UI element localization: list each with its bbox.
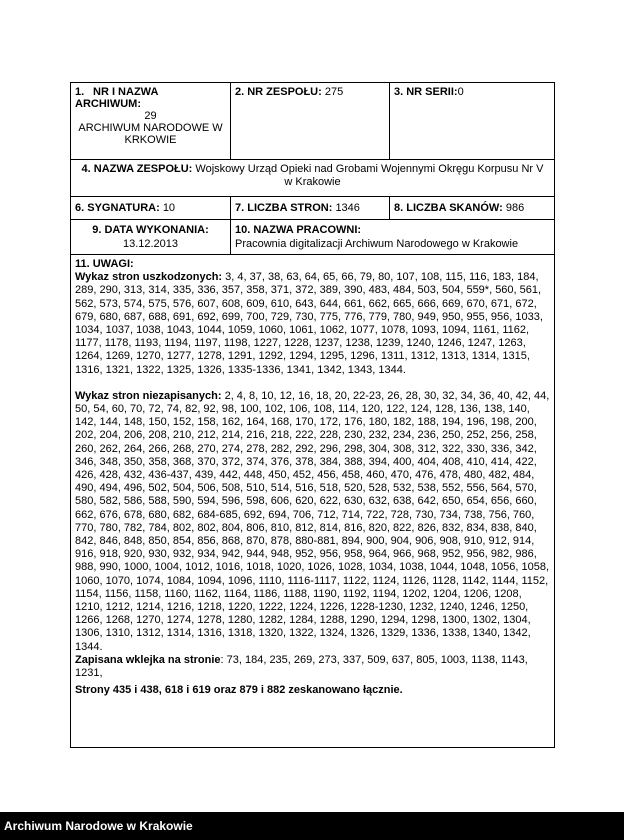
form-row-archive: [71, 83, 554, 160]
notes-label: 11. UWAGI:: [75, 258, 134, 270]
damaged-pages-list: 3, 4, 37, 38, 63, 64, 65, 66, 79, 80, 107, 108, 115, 116, 183, 184, 289, 290, 313, 314, 335, 336, 357, 358, 371, 372, 389, 390, 483, 484, 503, 504, 559*, 560, 561, 562, 573, 574, 575, 576, 607, 608, 609, 610, 643, 644, 661, 662, 665, 666, 669, 670, 671, 672, 679, 680, 687, 688, 691, 692, 699, 700, 729, 730, 775, 776, 779, 780, 949, 950, 955, 956, 1033, 1034, 1037, 1038, 1043, 1044, 1059, 1060, 1061, 1062, 1077, 1078, 1093, 1094, 1161, 1162, 1177, 1178, 1193, 1194, 1197, 1198, 1227, 1228, 1237, 1238, 1239, 1240, 1246, 1247, 1263, 1264, 1269, 1270, 1277, 1278, 1291, 1292, 1294, 1295, 1296, 1311, 1312, 1313, 1314, 1315, 1316, 1321, 1322, 1325, 1326, 1335-1336, 1341, 1342, 1343, 1344.: [75, 271, 543, 376]
form-row-date-workshop: [71, 220, 554, 255]
archive-form: [70, 82, 555, 748]
insert-pages-list: : 73, 184, 235, 269, 273, 337, 509, 637, 805, 1003, 1138, 1143, 1231,: [75, 653, 528, 680]
signature-label: 6. SYGNATURA:: [75, 202, 160, 214]
scan-count-value: 986: [505, 202, 525, 214]
date-cell: [71, 220, 231, 254]
archive-name: ARCHIWUM NARODOWE W KRKOWIE: [78, 122, 223, 146]
workshop-cell: [231, 220, 554, 254]
scan-count-label: 8. LICZBA SKANÓW:: [394, 202, 503, 214]
footer-text: Archiwum Narodowe w Krakowie: [4, 819, 193, 833]
blank-pages-list: 2, 4, 8, 10, 12, 16, 18, 20, 22-23, 26, 28, 30, 32, 34, 36, 40, 42, 44, 50, 54, 60, 70, 72, 74, 82, 92, 98, 100, 102, 106, 108, 114, 120, 122, 124, 128, 136, 138, 140, 142, 144, 148, 150, 152, 158, 162, 164, 168, 170, 172, 176, 180, 182, 188, 194, 196, 198, 200, 202, 204, 206, 208, 210, 212, 214, 216, 218, 222, 228, 230, 232, 234, 236, 250, 252, 256, 258, 260, 262, 264, 266, 268, 270, 274, 278, 282, 292, 296, 298, 304, 308, 312, 322, 330, 336, 342, 346, 348, 350, 358, 368, 370, 372, 374, 376, 378, 384, 388, 394, 400, 404, 408, 410, 414, 422, 426, 428, 432, 436-437, 439, 442, 448, 450, 452, 456, 458, 460, 470, 476, 478, 480, 482, 484, 490, 494, 496, 502, 504, 506, 508, 510, 514, 516, 518, 520, 528, 532, 538, 552, 556, 564, 570, 580, 582, 586, 588, 590, 594, 596, 598, 606, 620, 622, 630, 632, 638, 642, 650, 654, 656, 660, 662, 676, 678, 680, 682, 684-685, 692, 694, 706, 712, 714, 722, 728, 730, 734, 738, 756, 760, 770, 780, 782, 784, 802, 802, 804, 806, 810, 812, 814, 816, 820, 822, 826, 832, 834, 838, 840, 842, 846, 848, 850, 854, 856, 868, 870, 878, 880-881, 894, 900, 904, 906, 908, 910, 912, 914, 916, 918, 920, 930, 932, 934, 942, 944, 948, 952, 956, 958, 964, 966, 968, 952, 956, 982, 986, 988, 990, 1000, 1004, 1012, 1016, 1018, 1020, 1026, 1028, 1034, 1038, 1044, 1048, 1056, 1058, 1060, 1070, 1074, 1084, 1094, 1096, 1110, 1116-1117, 1122, 1124, 1126, 1128, 1142, 1144, 1152, 1154, 1156, 1158, 1160, 1162, 1164, 1186, 1188, 1190, 1192, 1194, 1202, 1204, 1206, 1208, 1210, 1212, 1214, 1216, 1218, 1220, 1222, 1224, 1226, 1228-1230, 1232, 1240, 1246, 1250, 1266, 1268, 1270, 1274, 1278, 1280, 1282, 1284, 1288, 1290, 1294, 1298, 1300, 1302, 1304, 1306, 1310, 1312, 1314, 1316, 1318, 1320, 1322, 1324, 1326, 1329, 1336, 1338, 1340, 1342, 1344.: [75, 389, 550, 653]
damaged-pages-note: [75, 271, 550, 377]
insert-label: Zapisana wklejka na stronie: [75, 653, 221, 666]
blank-pages-label: Wykaz stron niezapisanych:: [75, 389, 222, 402]
scanned-together-note: Strony 435 i 438, 618 i 619 oraz 879 i 882 zeskanowano łącznie.: [75, 684, 403, 697]
page-count-label: 7. LICZBA STRON:: [235, 202, 333, 214]
archive-label: NR I NAZWA ARCHIWUM:: [75, 86, 158, 110]
fond-name-cell: [71, 160, 554, 192]
blank-pages-note: [75, 390, 550, 654]
workshop-label: 10. NAZWA PRACOWNI:: [235, 224, 362, 236]
damaged-pages-label: Wykaz stron uszkodzonych:: [75, 271, 223, 284]
series-number-label: 3. NR SERII:: [394, 86, 458, 98]
series-number-cell: [390, 83, 554, 159]
notes-cell: [71, 255, 554, 747]
page-count-value: 1346: [335, 202, 360, 214]
date-value: 13.12.2013: [122, 238, 179, 250]
form-row-counts: [71, 197, 554, 220]
insert-note: [75, 654, 550, 680]
signature-value: 10: [162, 202, 176, 214]
fond-name-label: 4. NAZWA ZESPOŁU:: [81, 163, 193, 175]
form-row-notes: [71, 255, 554, 747]
fond-name-value: Wojskowy Urząd Opieki nad Grobami Wojennymi Okręgu Korpusu Nr V w Krakowie: [195, 163, 544, 188]
series-number-value: 0: [457, 86, 464, 98]
archive-cell: [71, 83, 231, 159]
fond-number-cell: [231, 83, 390, 159]
signature-cell: [71, 197, 231, 219]
fond-number-label: 2. NR ZESPOŁU:: [235, 86, 322, 98]
date-label: 9. DATA WYKONANIA:: [92, 224, 209, 236]
archive-code: 29: [144, 110, 157, 122]
form-row-fond-name: [71, 160, 554, 197]
scan-count-cell: [390, 197, 554, 219]
archive-number: 1.: [75, 86, 85, 98]
page-count-cell: [231, 197, 390, 219]
workshop-value: Pracownia digitalizacji Archiwum Narodowego w Krakowie: [235, 238, 519, 250]
archive-footer-bar: [0, 812, 624, 840]
fond-number-value: 275: [324, 86, 344, 98]
